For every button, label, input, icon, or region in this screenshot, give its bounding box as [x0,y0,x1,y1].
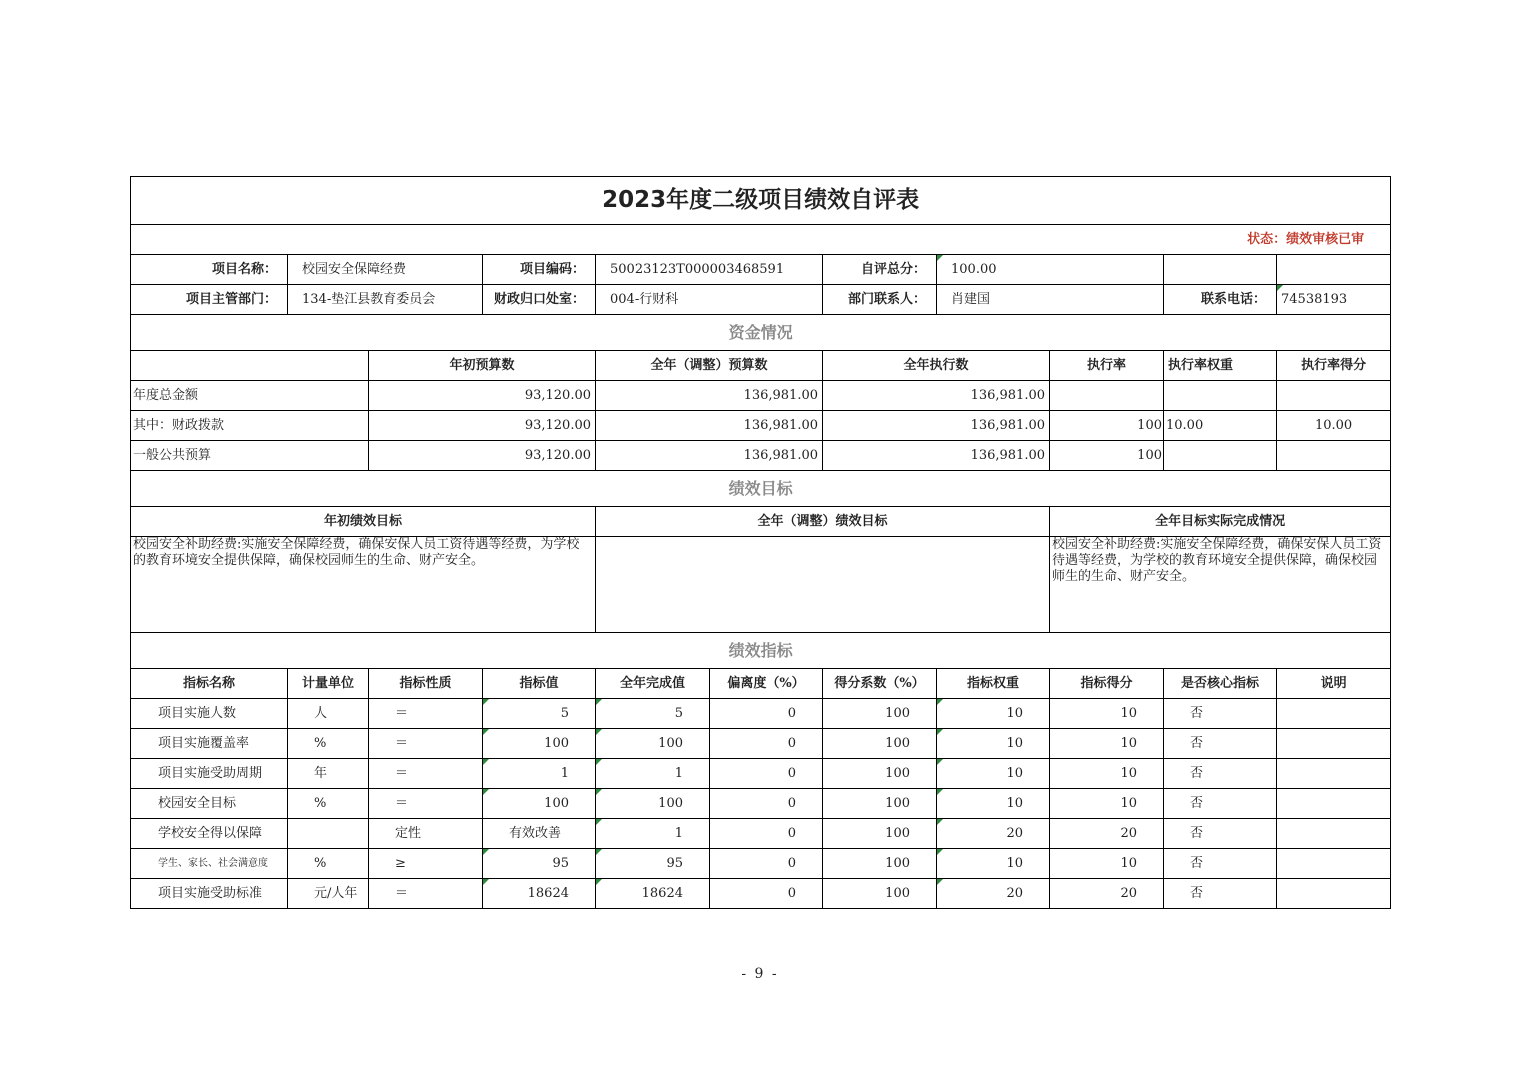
ind-deviation: 0 [710,819,823,849]
ind-name: 项目实施覆盖率 [131,729,288,759]
ind-header-done: 全年完成值 [596,669,710,699]
ind-target: 100 [483,789,596,819]
table-row [131,879,1391,909]
funds-row [131,441,1391,471]
ind-header-unit: 计量单位 [288,669,369,699]
funds-section-heading: 资金情况 [131,315,1391,351]
ind-score: 10 [1050,789,1164,819]
funds-weight [1164,381,1277,411]
ind-coefficient: 100 [823,759,937,789]
ind-done: 5 [596,699,710,729]
ind-nature: ＝ [369,879,483,909]
ind-score: 20 [1050,879,1164,909]
ind-weight: 10 [937,759,1050,789]
ind-header-weight: 指标权重 [937,669,1050,699]
ind-deviation: 0 [710,849,823,879]
ind-weight: 20 [937,819,1050,849]
goals-adjusted-text [596,537,1050,633]
project-code-value: 50023123T000003468591 [596,255,823,285]
ind-unit: 年 [288,759,369,789]
ind-weight: 10 [937,699,1050,729]
ind-note [1277,819,1391,849]
ind-unit: % [288,849,369,879]
ind-score: 20 [1050,819,1164,849]
ind-header-core: 是否核心指标 [1164,669,1277,699]
goals-actual-text: 校园安全补助经费:实施安全保障经费，确保安保人员工资待遇等经费，为学校的教育环境安全提供保障，确保校园师生的生命、财产安全。 [1050,537,1391,633]
ind-name: 项目实施人数 [131,699,288,729]
funds-header-weight: 执行率权重 [1164,351,1277,381]
ind-deviation: 0 [710,699,823,729]
project-code-label: 项目编码： [483,255,596,285]
ind-nature: ＝ [369,759,483,789]
status-badge: 状态：绩效审核已审 [131,225,1391,255]
funds-row-label: 年度总金额 [131,381,369,411]
self-score-label: 自评总分： [823,255,937,285]
ind-header-nature: 指标性质 [369,669,483,699]
funds-rate: 100 [1050,441,1164,471]
department-value: 134-垫江县教育委员会 [288,285,483,315]
ind-score: 10 [1050,699,1164,729]
self-score-value: 100.00 [937,255,1164,285]
ind-target: 1 [483,759,596,789]
ind-done: 1 [596,819,710,849]
page-number: - 9 - [741,966,779,982]
contact-person-value: 肖建国 [937,285,1164,315]
ind-nature: 定性 [369,819,483,849]
table-row [131,759,1391,789]
phone-value: 74538193 [1277,285,1391,315]
goals-initial-text: 校园安全补助经费:实施安全保障经费，确保安保人员工资待遇等经费，为学校的教育环境安全提供保障，确保校园师生的生命、财产安全。 [131,537,596,633]
funds-weight [1164,441,1277,471]
funds-executed: 136,981.00 [823,411,1050,441]
ind-deviation: 0 [710,879,823,909]
ind-name: 学校安全得以保障 [131,819,288,849]
ind-target: 95 [483,849,596,879]
performance-self-evaluation-sheet [130,176,1390,909]
funds-weight: 10.00 [1164,411,1277,441]
funds-score [1277,381,1391,411]
department-label: 项目主管部门： [131,285,288,315]
ind-coefficient: 100 [823,879,937,909]
ind-name: 项目实施受助周期 [131,759,288,789]
ind-deviation: 0 [710,759,823,789]
funds-header-adjusted: 全年（调整）预算数 [596,351,823,381]
ind-coefficient: 100 [823,819,937,849]
funds-row [131,411,1391,441]
page-title: 2023年度二级项目绩效自评表 [131,177,1391,225]
project-name-value: 校园安全保障经费 [288,255,483,285]
funds-row [131,381,1391,411]
ind-core: 否 [1164,819,1277,849]
ind-note [1277,789,1391,819]
ind-header-score: 指标得分 [1050,669,1164,699]
ind-core: 否 [1164,789,1277,819]
ind-weight: 10 [937,789,1050,819]
ind-unit: 人 [288,699,369,729]
ind-core: 否 [1164,729,1277,759]
funds-header-executed: 全年执行数 [823,351,1050,381]
funds-header-score: 执行率得分 [1277,351,1391,381]
ind-core: 否 [1164,879,1277,909]
finance-office-value: 004-行财科 [596,285,823,315]
goals-header-initial: 年初绩效目标 [131,507,596,537]
funds-header-blank [131,351,369,381]
ind-deviation: 0 [710,789,823,819]
table-row [131,699,1391,729]
goals-header-adjusted: 全年（调整）绩效目标 [596,507,1050,537]
ind-coefficient: 100 [823,849,937,879]
ind-nature: ＝ [369,699,483,729]
ind-done: 18624 [596,879,710,909]
ind-deviation: 0 [710,729,823,759]
funds-rate: 100 [1050,411,1164,441]
funds-executed: 136,981.00 [823,441,1050,471]
phone-label: 联系电话： [1164,285,1277,315]
evaluation-table [130,176,1391,909]
ind-header-note: 说明 [1277,669,1391,699]
ind-note [1277,879,1391,909]
ind-note [1277,729,1391,759]
ind-target: 100 [483,729,596,759]
empty-cell [1164,255,1277,285]
ind-note [1277,759,1391,789]
table-row [131,789,1391,819]
ind-header-coefficient: 得分系数（%） [823,669,937,699]
funds-score [1277,441,1391,471]
ind-nature: ≥ [369,849,483,879]
ind-target: 有效改善 [483,819,596,849]
ind-name: 项目实施受助标准 [131,879,288,909]
ind-name: 学生、家长、社会满意度 [131,849,288,879]
ind-unit: 元/人年 [288,879,369,909]
ind-weight: 20 [937,879,1050,909]
funds-rate [1050,381,1164,411]
ind-header-name: 指标名称 [131,669,288,699]
ind-score: 10 [1050,849,1164,879]
ind-done: 95 [596,849,710,879]
project-name-label: 项目名称： [131,255,288,285]
funds-initial: 93,120.00 [369,411,596,441]
ind-core: 否 [1164,699,1277,729]
funds-adjusted: 136,981.00 [596,381,823,411]
ind-unit: % [288,729,369,759]
ind-header-target: 指标值 [483,669,596,699]
funds-adjusted: 136,981.00 [596,441,823,471]
funds-header-rate: 执行率 [1050,351,1164,381]
ind-coefficient: 100 [823,699,937,729]
funds-header-initial: 年初预算数 [369,351,596,381]
ind-target: 5 [483,699,596,729]
table-row [131,849,1391,879]
table-row [131,729,1391,759]
empty-cell [1277,255,1391,285]
ind-note [1277,699,1391,729]
funds-adjusted: 136,981.00 [596,411,823,441]
ind-header-deviation: 偏离度（%） [710,669,823,699]
ind-unit: % [288,789,369,819]
contact-person-label: 部门联系人： [823,285,937,315]
ind-score: 10 [1050,759,1164,789]
ind-nature: ＝ [369,729,483,759]
ind-name: 校园安全目标 [131,789,288,819]
ind-unit [288,819,369,849]
ind-weight: 10 [937,729,1050,759]
ind-coefficient: 100 [823,789,937,819]
ind-done: 100 [596,789,710,819]
ind-core: 否 [1164,849,1277,879]
funds-score: 10.00 [1277,411,1391,441]
ind-nature: ＝ [369,789,483,819]
ind-done: 100 [596,729,710,759]
funds-row-label: 一般公共预算 [131,441,369,471]
indicators-section-heading: 绩效指标 [131,633,1391,669]
ind-weight: 10 [937,849,1050,879]
ind-score: 10 [1050,729,1164,759]
funds-executed: 136,981.00 [823,381,1050,411]
finance-office-label: 财政归口处室： [483,285,596,315]
funds-initial: 93,120.00 [369,381,596,411]
ind-done: 1 [596,759,710,789]
ind-core: 否 [1164,759,1277,789]
ind-coefficient: 100 [823,729,937,759]
table-row [131,819,1391,849]
goals-header-actual: 全年目标实际完成情况 [1050,507,1391,537]
ind-note [1277,849,1391,879]
funds-row-label: 其中：财政拨款 [131,411,369,441]
ind-target: 18624 [483,879,596,909]
goals-section-heading: 绩效目标 [131,471,1391,507]
funds-initial: 93,120.00 [369,441,596,471]
